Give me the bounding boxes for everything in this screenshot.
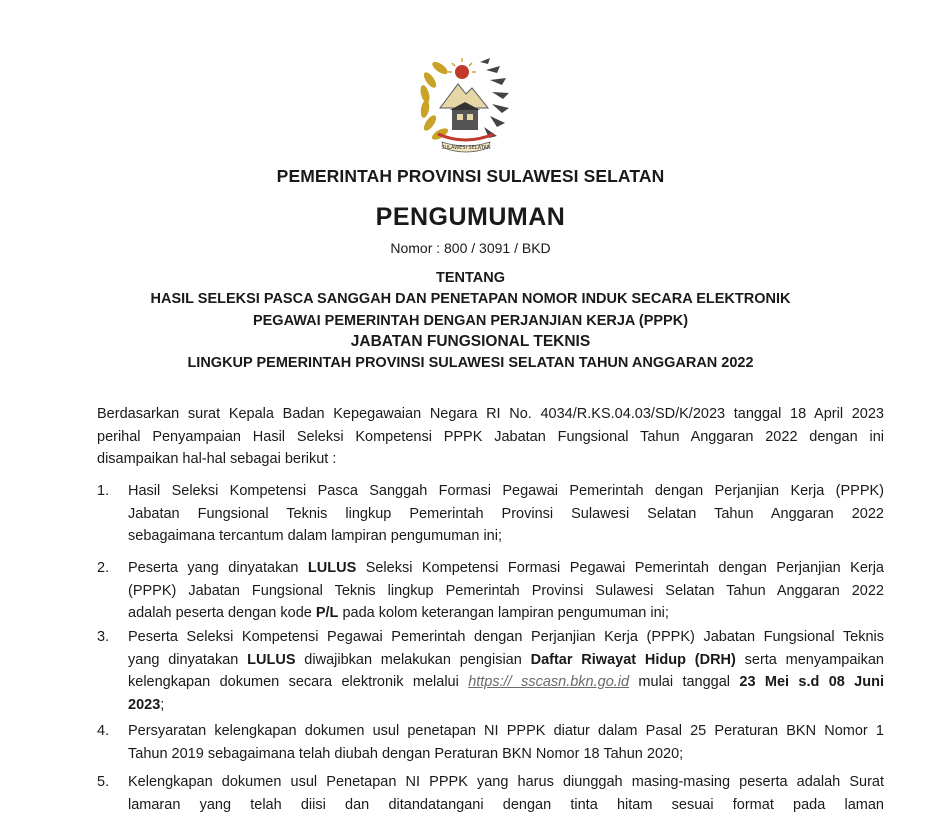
list-line: lamaran yang telah diisi dan ditandatangani dengan tinta hitam sesuai format pada laman [128,796,884,813]
list-text [128,771,884,816]
list-line: Peserta Seleksi Kompetensi Pegawai Pemerintah dengan Perjanjian Kerja (PPPK) Jabatan Fungsional Teknis [128,629,884,645]
list-line [128,649,884,672]
list-line: Jabatan Fungsional Teknis lingkup Pemerintah Provinsi Sulawesi Selatan Tahun Anggaran 2022 [128,505,884,522]
government-title: PEMERINTAH PROVINSI SULAWESI SELATAN [276,166,665,186]
emblem-ribbon-caption: SULAWESI SELATAN [441,145,491,151]
list-number: 3. [97,629,110,645]
list-text [128,720,884,765]
intro-line: disampaikan hal-hal sebagai berikut : [97,451,337,467]
text-bold: P/L [315,605,339,621]
list-text [128,557,884,625]
intro-line: Berdasarkan surat Kepala Badan Kepegawaian Negara RI No. 4034/R.KS.04.03/SD/K/2023 tanggal 18 April 2023 [97,406,884,422]
sscasn-link[interactable]: https:// sscasn.bkn.go.id [468,674,630,690]
list-number: 5. [97,774,110,790]
list-line: sebagaimana tercantum dalam lampiran pengumuman ini; [128,528,502,544]
list-line: Kelengkapan dokumen usul Penetapan NI PPPK yang harus diunggah masing-masing peserta adalah Surat [128,774,884,790]
list-line [128,671,884,694]
text-run: pada kolom keterangan lampiran pengumuman ini; [338,605,669,621]
intro-line: perihal Penyampaian Hasil Seleksi Kompetensi PPPK Jabatan Fungsional Tahun Anggaran 2022 dengan ini [97,428,884,445]
list-text [128,480,884,548]
text-run: adalah peserta dengan kode [128,605,316,621]
text-bold: Daftar Riwayat Hidup (DRH) [530,651,736,668]
text-run: ; [160,696,165,713]
intro-paragraph [97,403,884,471]
text-bold: LULUS [247,651,296,668]
subject-line-3: JABATAN FUNGSIONAL TEKNIS [350,333,591,350]
subject-line-2: PEGAWAI PEMERINTAH DENGAN PERJANJIAN KERJA (PPPK) [252,313,689,329]
text-bold: 2023 [128,696,161,713]
text-run: mulai tanggal [629,674,740,690]
text-run: Seleksi Kompetensi Formasi Pegawai Pemerintah dengan Perjanjian Kerja [356,560,884,576]
list-text [128,626,884,716]
text-run: diwajibkan melakukan pengisian [295,651,531,668]
subject-line-1: HASIL SELEKSI PASCA SANGGAH DAN PENETAPAN NOMOR INDUK SECARA ELEKTRONIK [150,291,791,307]
document-number: Nomor : 800 / 3091 / BKD [390,240,551,256]
text-run: Peserta yang dinyatakan [128,560,308,576]
text-run: kelengkapan dokumen secara elektronik melalui [128,674,469,690]
list-line: (PPPK) Jabatan Fungsional Teknis lingkup Pemerintah Provinsi Sulawesi Selatan Tahun Anggaran 2022 [128,582,884,599]
list-line: Persyaratan kelengkapan dokumen usul penetapan NI PPPK diatur dalam Pasal 25 Peraturan BKN Nomor 1 [128,723,884,739]
list-line: Hasil Seleksi Kompetensi Pasca Sanggah Formasi Pegawai Pemerintah dengan Perjanjian Kerja (PPPK) [128,483,884,499]
list-line [128,602,884,625]
list-number: 1. [97,483,110,499]
announcement-title: PENGUMUMAN [375,203,566,231]
list-number: 4. [97,723,110,739]
text-run: yang dinyatakan [128,651,248,668]
list-number: 2. [97,560,110,576]
provincial-emblem-logo [418,50,514,156]
text-bold: LULUS [307,560,357,576]
text-bold: 23 Mei s.d 08 Juni [739,674,884,690]
subject-line-4: LINGKUP PEMERINTAH PROVINSI SULAWESI SELATAN TAHUN ANGGARAN 2022 [187,355,754,371]
list-line: Tahun 2019 sebagaimana telah diubah dengan Peraturan BKN Nomor 18 Tahun 2020; [128,745,684,762]
list-line [128,694,884,717]
subject-label: TENTANG [435,270,505,286]
text-run: serta menyampaikan [735,651,884,668]
list-line [128,557,884,580]
